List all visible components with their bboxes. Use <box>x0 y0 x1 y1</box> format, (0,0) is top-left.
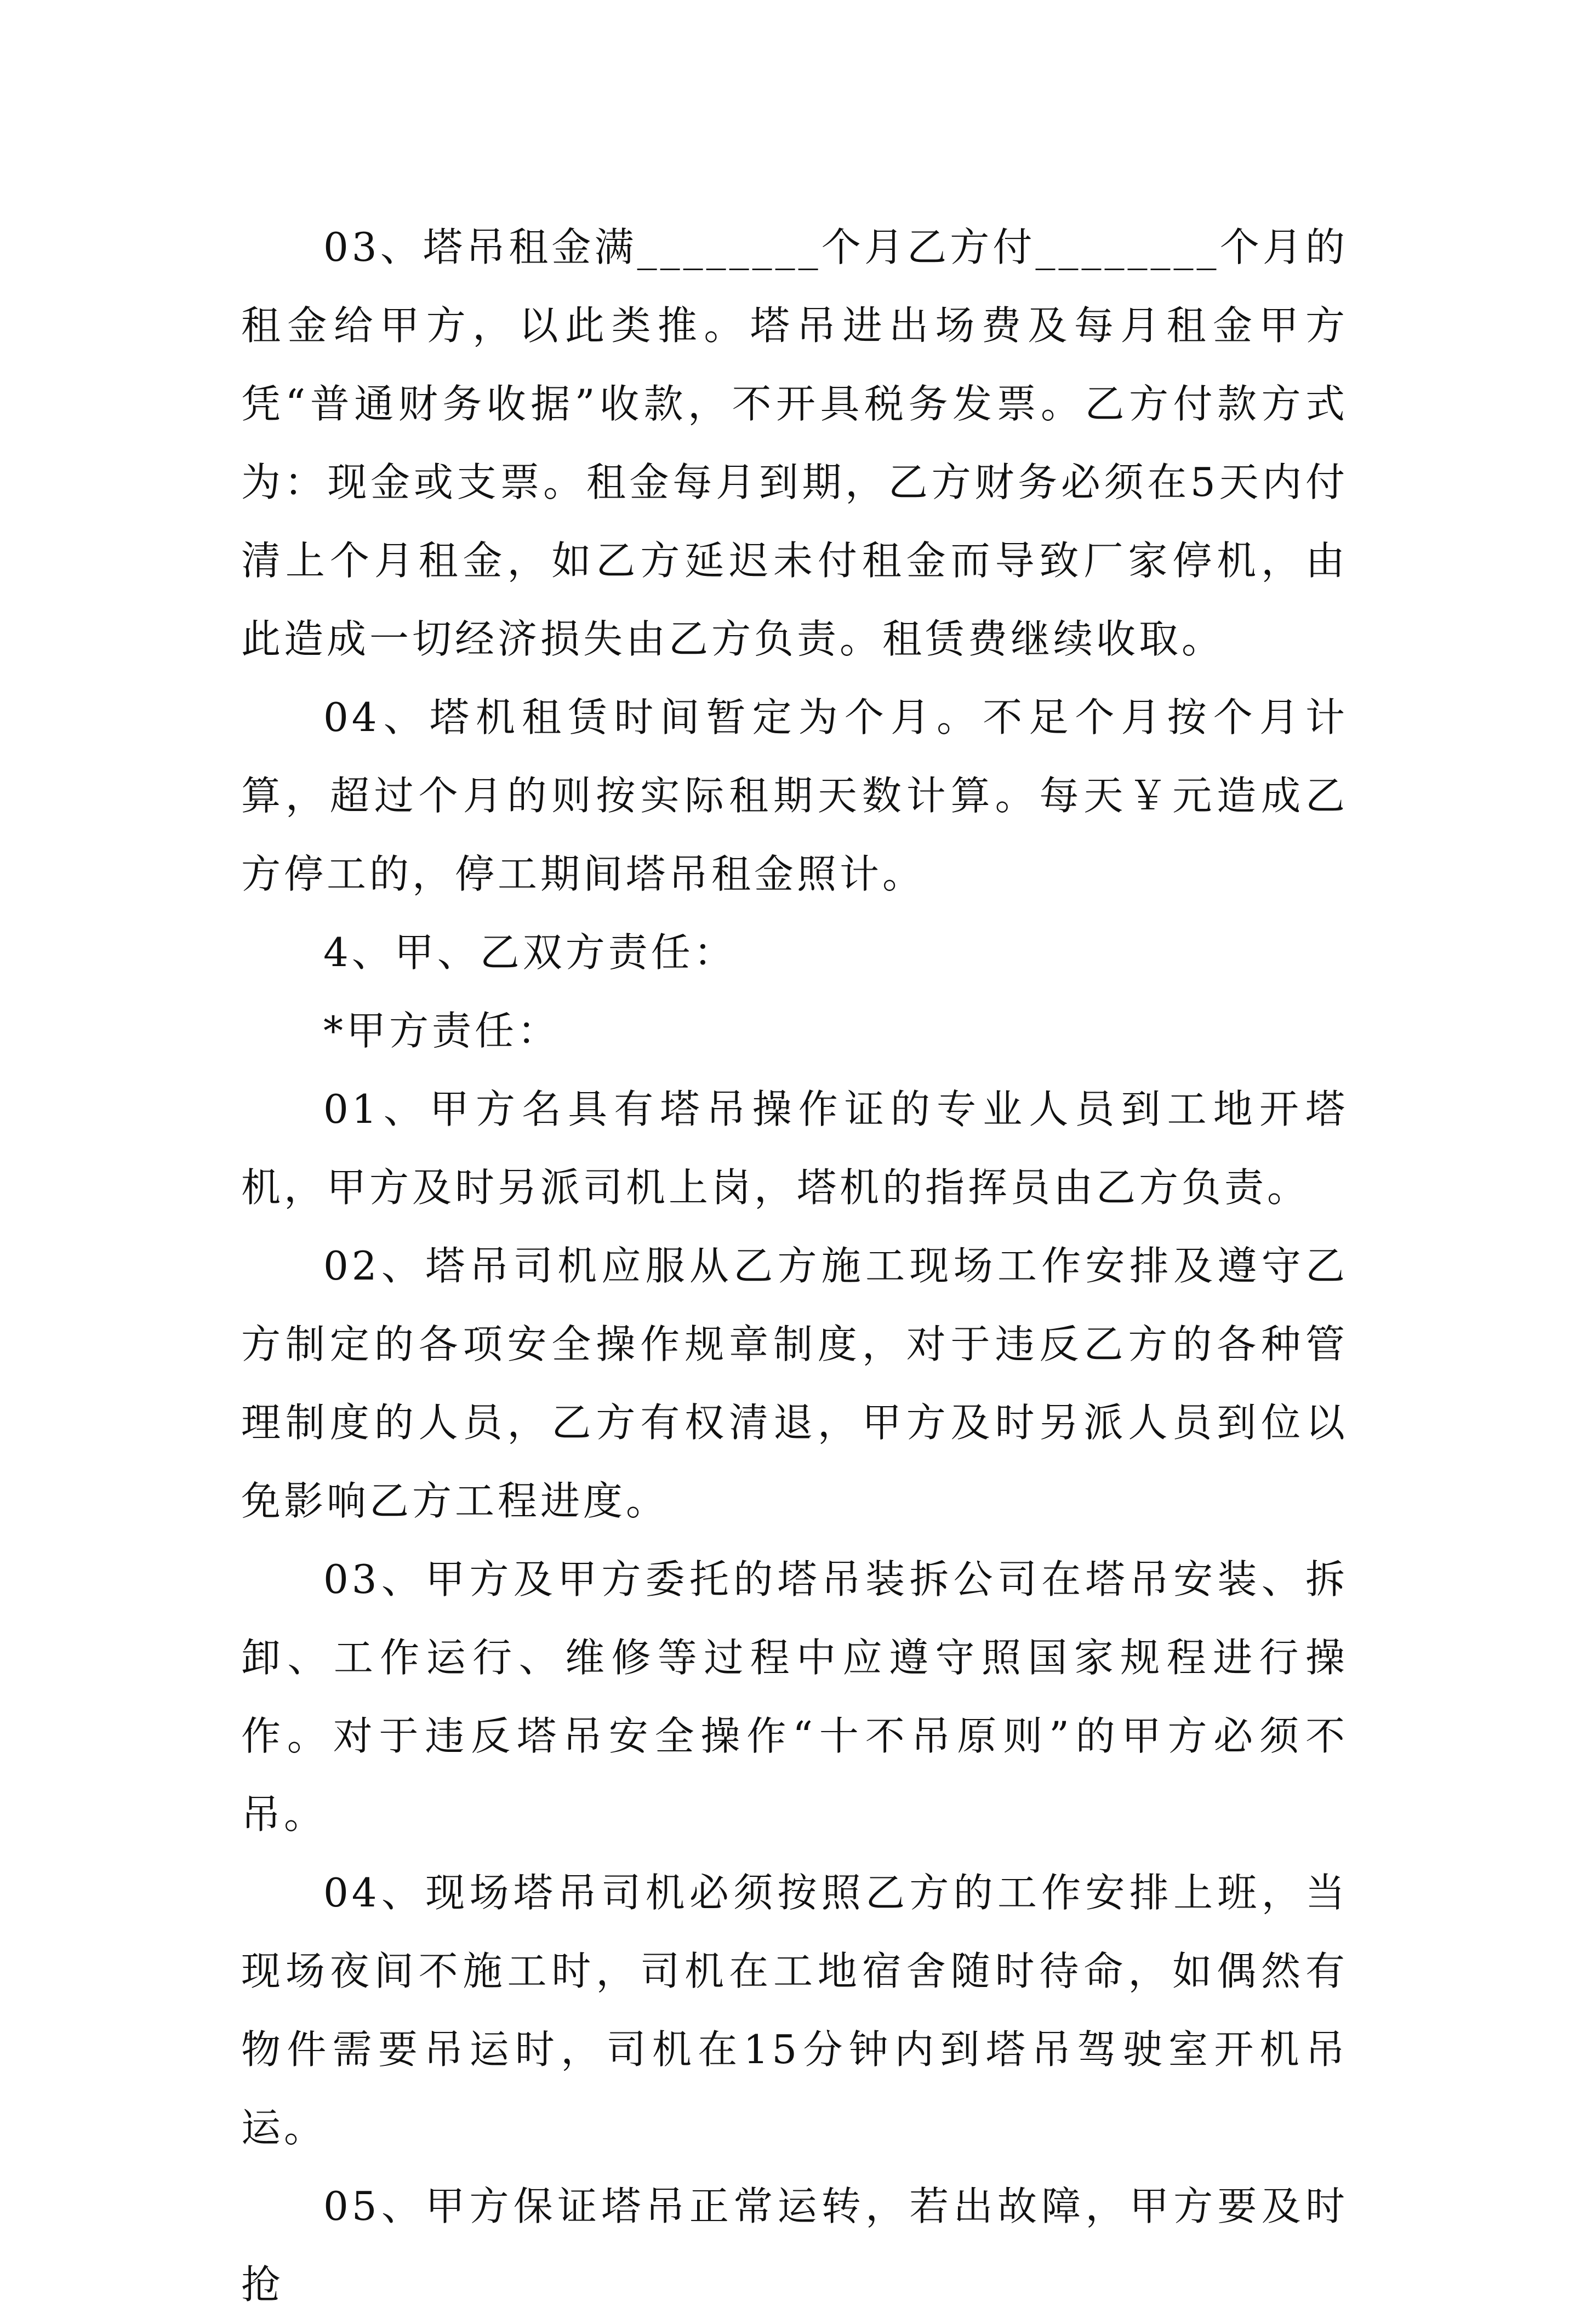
paragraph-maintenance: 05、甲方保证塔吊正常运转，若出故障，甲方要及时抢 <box>241 2183 1348 2308</box>
subheading-party-a: *甲方责任： <box>323 1008 561 1054</box>
paragraph-safety: 03、甲方及甲方委托的塔吊装拆公司在塔吊安装、拆卸、工作运行、维修等过程中应遵守照国家规程进行操作。对于违反塔吊安全操作“十不吊原则”的甲方必须不吊。 <box>241 1556 1348 1837</box>
paragraph-operator: 01、甲方名具有塔吊操作证的专业人员到工地开塔机，甲方及时另派司机上岗，塔机的指挥员由乙方负责。 <box>241 1086 1348 1210</box>
document-body <box>241 208 1348 2324</box>
paragraph-driver-rules: 02、塔吊司机应服从乙方施工现场工作安排及遵守乙方制定的各项安全操作规章制度，对于违反乙方的各种管理制度的人员，乙方有权清退，甲方及时另派人员到位以免影响乙方工程进度。 <box>241 1243 1348 1524</box>
paragraph-lease-term: 04、塔机租赁时间暂定为个月。不足个月按个月计算，超过个月的则按实际租期天数计算。每天￥元造成乙方停工的，停工期间塔吊租金照计。 <box>241 694 1348 897</box>
section-heading-responsibilities: 4、甲、乙双方责任： <box>323 929 737 975</box>
paragraph-standby: 04、现场塔吊司机必须按照乙方的工作安排上班，当现场夜间不施工时，司机在工地宿舍随时待命，如偶然有物件需要吊运时，司机在15分钟内到塔吊驾驶室开机吊运。 <box>241 1870 1348 2151</box>
paragraph-rent-payment: 03、塔吊租金满________个月乙方付________个月的租金给甲方，以此类推。塔吊进出场费及每月租金甲方凭“普通财务收据”收款，不开具税务发票。乙方付款方式为：现金或支票。租金每月到期，乙方财务必须在5天内付清上个月租金，如乙方延迟未付租金而导致厂家停机，由此造成一切经济损失由乙方负责。租赁费继续收取。 <box>241 224 1348 662</box>
